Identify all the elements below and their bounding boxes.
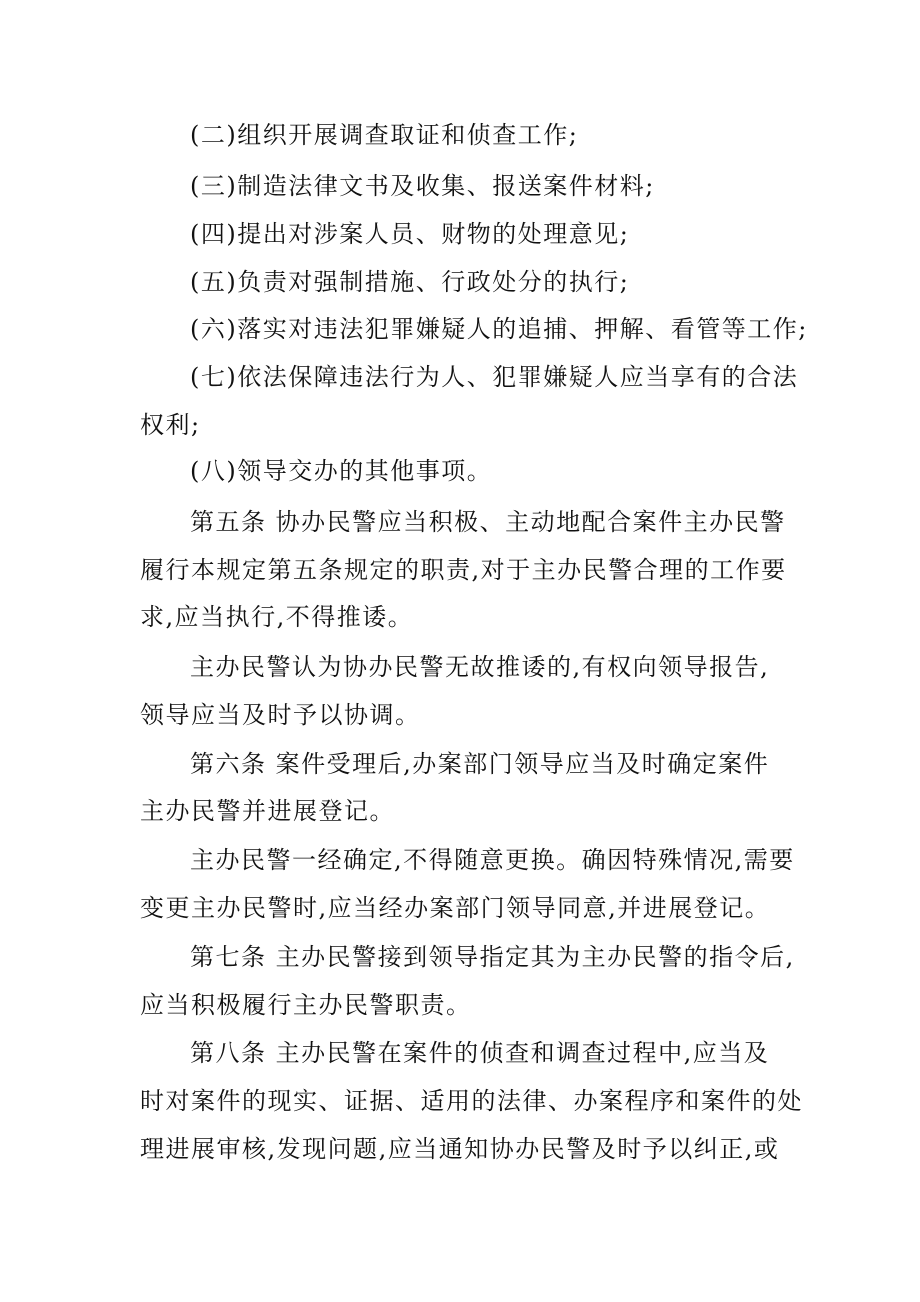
text-line: 第六条 案件受理后,办案部门领导应当及时确定案件 xyxy=(190,750,770,778)
text-line: (三)制造法律文书及收集、报送案件材料; xyxy=(190,172,655,200)
text-line: (八)领导交办的其他事项。 xyxy=(190,457,493,485)
text-line: 变更主办民警时,应当经办案部门领导同意,并进展登记。 xyxy=(140,894,771,922)
text-line: (四)提出对涉案人员、财物的处理意见; xyxy=(190,220,630,248)
text-line: 应当积极履行主办民警职责。 xyxy=(140,991,472,1019)
text-line: (六)落实对违法犯罪嫌疑人的追捕、押解、看管等工作; xyxy=(190,315,808,343)
text-line: 履行本规定第五条规定的职责,对于主办民警合理的工作要 xyxy=(140,556,787,584)
text-line: 领导应当及时予以协调。 xyxy=(140,701,421,729)
text-line: (七)依法保障违法行为人、犯罪嫌疑人应当享有的合法 xyxy=(190,363,799,391)
text-line: (二)组织开展调查取证和侦查工作; xyxy=(190,121,579,149)
text-line: 第八条 主办民警在案件的侦查和调查过程中,应当及 xyxy=(190,1039,770,1067)
text-line: 主办民警并进展登记。 xyxy=(140,797,395,825)
text-line: 理进展审核,发现问题,应当通知协办民警及时予以纠正,或 xyxy=(140,1135,780,1163)
text-line: 第五条 协办民警应当积极、主动地配合案件主办民警 xyxy=(190,508,786,536)
text-line: 主办民警认为协办民警无故推诿的,有权向领导报告, xyxy=(190,653,770,681)
text-line: 权利; xyxy=(140,411,201,439)
text-line: (五)负责对强制措施、行政处分的执行; xyxy=(190,268,630,296)
text-line: 主办民警一经确定,不得随意更换。确因特殊情况,需要 xyxy=(190,846,795,874)
text-line: 第七条 主办民警接到领导指定其为主办民警的指令后, xyxy=(190,943,795,971)
text-line: 求,应当执行,不得推诿。 xyxy=(140,603,414,631)
text-line: 时对案件的现实、证据、适用的法律、办案程序和案件的处 xyxy=(140,1087,803,1115)
